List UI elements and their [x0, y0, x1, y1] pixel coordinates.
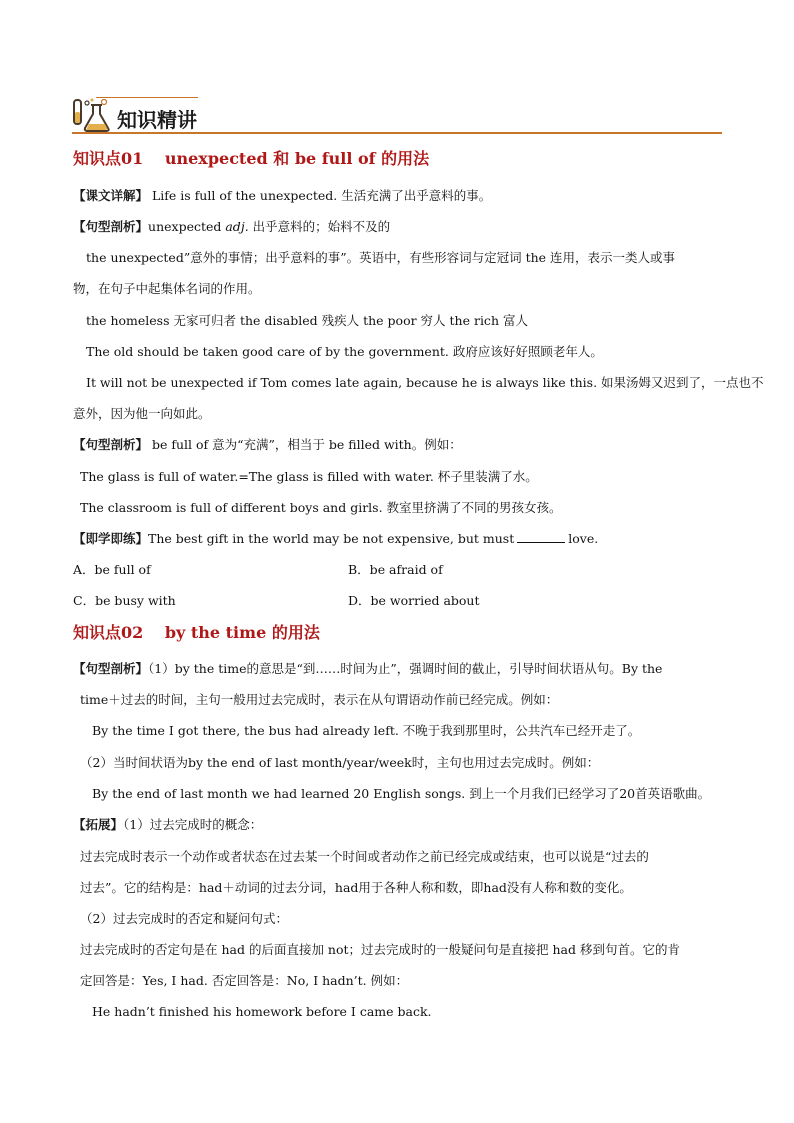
kp2-para-line: 过去”。它的结构是：had＋动词的过去分词，had用于各种人称和数，即had没有人称和数的变化。 [80, 880, 632, 895]
kp2-analysis-text: （1）by the time的意思是“到……时间为止”，强调时间的截止，引导时间状语从句。By the [148, 661, 663, 676]
kp1-example-sentence: The classroom is full of different boys and girls. 教室里挤满了不同的男孩女孩。 [80, 500, 562, 515]
option-b: B．be afraid of [348, 562, 443, 577]
lab-flask-icon [70, 96, 114, 134]
section-heading: 知识精讲 [117, 108, 197, 132]
kp1-title: 知识点01 unexpected 和 be full of 的用法 [73, 149, 430, 168]
kp2-para-line: time＋过去的时间，主句一般用过去完成时，表示在从句谓语动作前已经完成。例如： [80, 692, 559, 707]
kp1-analysis2-text: be full of 意为“充满”，相当于 be filled with。例如： [148, 437, 462, 452]
kp1-practice-tag: 【即学即练】 [73, 531, 149, 546]
kp2-para-line: 过去完成时表示一个动作或者状态在过去某一个时间或者动作之前已经完成或结束，也可以说是“过去的 [80, 849, 649, 864]
option-d: D．be worried about [348, 593, 480, 608]
kp2-example-sentence: By the time I got there, the bus had already left. 不晚于我到那里时，公共汽车已经开走了。 [92, 723, 641, 738]
kp1-example-sentence: It will not be unexpected if Tom comes late again, because he is always like this. 如果汤姆又迟到了，一点也不 [86, 375, 764, 390]
kp1-examples-adj: the homeless 无家可归者 the disabled 残疾人 the poor 穷人 the rich 富人 [86, 313, 528, 328]
kp1-analysis-pos: adj. [225, 219, 249, 234]
kp1-analysis-2 [73, 436, 462, 454]
kp1-para-line: 物，在句子中起集体名词的作用。 [73, 281, 261, 296]
kp2-example-sentence: By the end of last month we had learned 20 English songs. 到上一个月我们已经学习了20首英语歌曲。 [92, 786, 711, 801]
kp1-analysis2-tag: 【句型剖析】 [73, 437, 149, 452]
kp2-analysis-tag: 【句型剖析】 [73, 661, 149, 676]
kp2-extension-text: （1）过去完成时的概念： [123, 817, 263, 832]
kp1-analysis-meaning: 出乎意料的；始料不及的 [248, 219, 391, 234]
kp2-para-line: （2）过去完成时的否定和疑问句式： [80, 911, 288, 926]
kp2-example-sentence: He hadn’t finished his homework before I came back. [92, 1004, 432, 1019]
kp2-para-line: 定回答是：Yes, I had. 否定回答是：No, I hadn’t. 例如： [80, 973, 409, 988]
kp1-analysis-word: unexpected [148, 219, 226, 234]
kp2-analysis [73, 660, 662, 678]
kp1-example-sentence: The old should be taken good care of by the government. 政府应该好好照顾老年人。 [86, 344, 603, 359]
kp1-analysis-tag: 【句型剖析】 [73, 219, 149, 234]
kp2-para-line: 过去完成时的否定句是在 had 的后面直接加 not；过去完成时的一般疑问句是直接把 had 移到句首。它的肯 [80, 942, 680, 957]
kp1-lesson-text: Life is full of the unexpected. 生活充满了出乎意料的事。 [148, 188, 492, 203]
kp2-title: 知识点02 by the time 的用法 [73, 623, 320, 642]
kp1-analysis-1 [73, 218, 390, 236]
kp2-extension-tag: 【拓展】 [73, 817, 124, 832]
option-a: A．be full of [73, 562, 151, 577]
kp1-example-sentence: 意外，因为他一向如此。 [73, 406, 211, 421]
header-bottom-rule [72, 132, 722, 134]
kp2-extension [73, 816, 262, 834]
kp1-practice [73, 530, 598, 548]
kp1-lesson-detail [73, 187, 491, 205]
kp1-practice-question-end: love. [568, 531, 599, 546]
kp1-lesson-tag: 【课文详解】 [73, 188, 149, 203]
kp1-practice-question: The best gift in the world may be not expensive, but must [148, 531, 515, 546]
kp1-example-sentence: The glass is full of water.=The glass is filled with water. 杯子里装满了水。 [80, 469, 538, 484]
option-c: C．be busy with [73, 593, 176, 608]
kp1-para-line: the unexpected”意外的事情；出乎意料的事”。英语中，有些形容词与定冠词 the 连用，表示一类人或事 [86, 250, 676, 265]
answer-blank [517, 530, 565, 543]
kp2-para-line: （2）当时间状语为by the end of last month/year/week时，主句也用过去完成时。例如： [80, 755, 600, 770]
